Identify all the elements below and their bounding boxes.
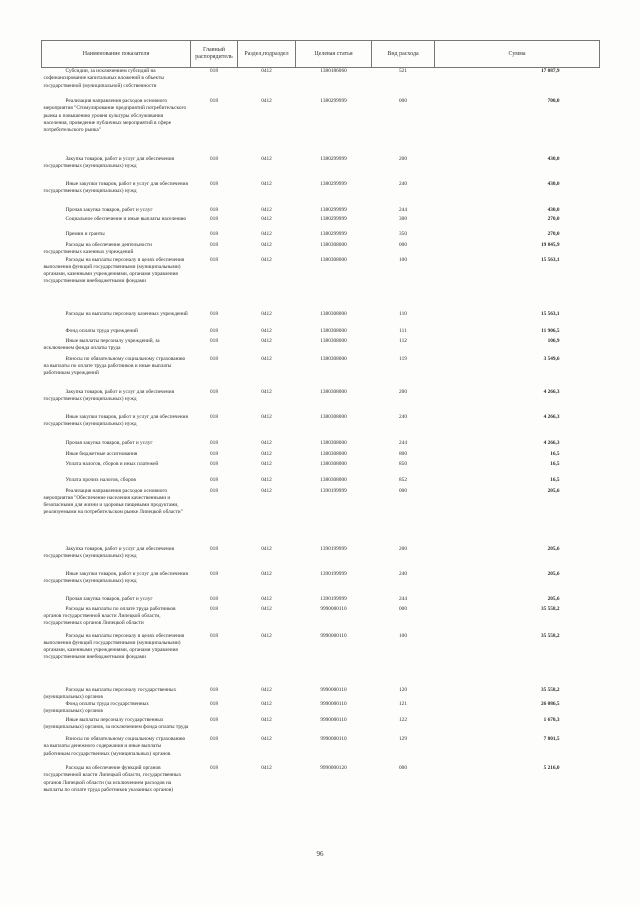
header-name: Наименование показателя — [42, 41, 191, 68]
cell-expense: 110 — [399, 310, 407, 317]
cell-name: Премии и гранты — [65, 231, 105, 237]
cell-section: 0412 — [261, 156, 272, 162]
cell-target: 1380308000 — [320, 413, 347, 420]
cell-grbs: 018 — [210, 595, 218, 602]
cell-target: 1380299999 — [320, 156, 347, 162]
cell-sum: 205,6 — [547, 570, 560, 577]
cell-section: 0412 — [261, 310, 272, 317]
cell-grbs: 018 — [210, 68, 218, 74]
cell-section: 0412 — [261, 216, 272, 222]
cell-section: 0412 — [261, 570, 272, 577]
cell-grbs: 018 — [210, 450, 218, 457]
cell-section: 0412 — [261, 68, 272, 74]
cell-name: Реализация направления расходов основного мероприятия "Стимулирование предприятий потребительского рынка к повышению уровня культуры обслуживания населения, проведение публичных мероприятий в сфере потребительского рынка" — [43, 98, 187, 134]
cell-grbs: 018 — [210, 717, 218, 724]
cell-grbs: 018 — [210, 355, 218, 362]
cell-grbs: 018 — [210, 736, 218, 743]
cell-name: Закупка товаров, работ и услуг для обеспечения государственных (муниципальных) нужд — [43, 388, 175, 402]
cell-name: Иные закупки товаров, работ и услуг для обеспечения государственных (муниципальных) нужд — [43, 181, 188, 195]
cell-sum: 7 801,5 — [543, 736, 560, 743]
cell-section: 0412 — [261, 632, 272, 639]
cell-name: Фонд оплаты труда государственных (муниципальных) органов — [43, 701, 149, 715]
cell-section: 0412 — [261, 327, 272, 334]
cell-sum: 205,6 — [547, 595, 560, 602]
page-number: 96 — [316, 850, 324, 858]
cell-section: 0412 — [261, 765, 272, 772]
cell-expense: 244 — [399, 595, 407, 602]
table-row — [42, 338, 600, 356]
cell-section: 0412 — [261, 181, 272, 187]
cell-section: 0412 — [261, 605, 272, 612]
cell-grbs: 018 — [210, 476, 218, 483]
cell-section: 0412 — [261, 98, 272, 104]
cell-sum: 19 845,9 — [540, 242, 560, 248]
cell-section: 0412 — [261, 717, 272, 724]
table-row — [42, 451, 600, 461]
cell-target: 1380308000 — [320, 355, 347, 362]
cell-grbs: 018 — [210, 686, 218, 693]
cell-sum: 205,6 — [547, 545, 560, 552]
cell-grbs: 018 — [210, 460, 218, 467]
table-row — [42, 606, 600, 633]
cell-grbs: 018 — [210, 181, 218, 187]
cell-target: 9990000110 — [320, 717, 347, 724]
cell-section: 0412 — [261, 355, 272, 362]
table-row — [42, 546, 600, 571]
cell-grbs: 018 — [210, 216, 218, 222]
cell-name: Иные выплаты персоналу учреждений, за исключением фонда оплаты труда — [43, 337, 160, 351]
cell-name: Расходы на выплаты персоналу казенных учреждений — [65, 310, 188, 317]
table-row — [42, 765, 600, 817]
cell-target: 1380299999 — [320, 231, 347, 237]
table-body — [42, 68, 600, 818]
cell-grbs: 018 — [210, 765, 218, 772]
cell-expense: 129 — [399, 736, 407, 743]
cell-section: 0412 — [261, 256, 272, 263]
cell-section: 0412 — [261, 337, 272, 344]
cell-target: 9990000110 — [320, 736, 347, 743]
cell-expense: 200 — [399, 156, 407, 162]
header-target: Целевая статья — [296, 41, 372, 68]
cell-name: Фонд оплаты труда учреждений — [65, 327, 138, 334]
cell-sum: 16,5 — [550, 460, 560, 467]
cell-name: Расходы на обеспечение деятельности государственных казенных учреждений — [43, 242, 152, 256]
cell-target: 1380308000 — [320, 476, 347, 483]
header-expense: Вид расхода — [372, 41, 435, 68]
cell-expense: 244 — [399, 439, 407, 446]
table-row — [42, 181, 600, 207]
cell-sum: 15 563,1 — [540, 256, 560, 263]
cell-target: 9990000110 — [320, 686, 347, 693]
table-row — [42, 477, 600, 488]
cell-name: Субсидии, за исключением субсидий на софинансирование капитальных вложений в объекты государственной (муниципальной) собственности — [43, 68, 164, 89]
cell-grbs: 018 — [210, 632, 218, 639]
cell-target: 9990000110 — [320, 632, 347, 639]
cell-section: 0412 — [261, 450, 272, 457]
cell-expense: 350 — [399, 231, 407, 237]
cell-target: 1380308000 — [320, 450, 347, 457]
cell-sum: 35 558,2 — [540, 632, 560, 639]
cell-section: 0412 — [261, 231, 272, 237]
table-row — [42, 156, 600, 181]
cell-name: Расходы на выплаты персоналу в целях обеспечения выполнения функций государственными (муниципальными) органами, казенными учреждениями, органами управления государственными внебюджетными фондами — [43, 632, 185, 661]
cell-expense: 850 — [399, 460, 407, 467]
cell-target: 1380299999 — [320, 181, 347, 187]
cell-expense: 240 — [399, 181, 407, 187]
cell-target: 1390199999 — [320, 545, 347, 552]
cell-sum: 16,5 — [550, 450, 560, 457]
cell-target: 1380299999 — [320, 207, 347, 213]
cell-grbs: 018 — [210, 242, 218, 248]
cell-sum: 270,0 — [547, 231, 560, 237]
cell-grbs: 018 — [210, 156, 218, 162]
cell-grbs: 018 — [210, 388, 218, 395]
cell-expense: 111 — [399, 327, 407, 334]
table-row — [42, 216, 600, 231]
table-row — [42, 328, 600, 338]
cell-grbs: 018 — [210, 207, 218, 213]
cell-name: Расходы на обеспечение функций органов государственной власти Липецкой области, государственных органов Липецкой области (за исключением расходов на выплаты по оплате труда работников указанных органов) — [43, 765, 182, 794]
cell-section: 0412 — [261, 686, 272, 693]
cell-name: Уплата налогов, сборов и иных платежей — [65, 460, 159, 467]
cell-target: 1380308000 — [320, 327, 347, 334]
cell-grbs: 018 — [210, 487, 218, 494]
cell-expense: 100 — [399, 632, 407, 639]
cell-section: 0412 — [261, 701, 272, 708]
cell-grbs: 018 — [210, 310, 218, 317]
table-row — [42, 231, 600, 242]
cell-name: Реализация направления расходов основного мероприятия "Обеспечение населения качественными и безопасными для жизни и здоровья пищевыми продуктами, реализуемыми на потребительском рынке Липецкой области" — [43, 487, 183, 516]
cell-sum: 4 266,3 — [543, 388, 560, 395]
cell-expense: 244 — [399, 207, 407, 213]
cell-expense: 800 — [399, 450, 407, 457]
cell-target: 1380308000 — [320, 242, 347, 248]
cell-sum: 35 558,2 — [540, 605, 560, 612]
cell-sum: 17 087,9 — [540, 68, 560, 74]
table-row — [42, 311, 600, 328]
cell-grbs: 018 — [210, 98, 218, 104]
cell-target: 1380308000 — [320, 337, 347, 344]
cell-sum: 430,0 — [547, 156, 560, 162]
cell-section: 0412 — [261, 388, 272, 395]
cell-name: Закупка товаров, работ и услуг для обеспечения государственных (муниципальных) нужд — [43, 156, 175, 170]
cell-name: Прочая закупка товаров, работ и услуг — [65, 595, 153, 602]
table-row — [42, 356, 600, 389]
cell-grbs: 018 — [210, 231, 218, 237]
cell-name: Расходы на выплаты персоналу в целях обеспечения выполнения функций государственными (муниципальными) органами, казенными учреждениями, органами управления государственными внебюджетными фондами — [43, 256, 185, 285]
cell-target: 1380299999 — [320, 216, 347, 222]
cell-name: Расходы на выплаты персоналу государственных (муниципальных) органов — [43, 686, 177, 700]
table-row — [42, 633, 600, 687]
cell-target: 9990000110 — [320, 701, 347, 708]
cell-expense: 121 — [399, 701, 407, 708]
cell-grbs: 018 — [210, 439, 218, 446]
cell-section: 0412 — [261, 595, 272, 602]
cell-grbs: 018 — [210, 570, 218, 577]
cell-expense: 000 — [399, 242, 407, 248]
header-grbs: Главный распорядитель — [191, 41, 238, 68]
cell-grbs: 018 — [210, 701, 218, 708]
cell-section: 0412 — [261, 413, 272, 420]
cell-expense: 200 — [399, 388, 407, 395]
cell-section: 0412 — [261, 476, 272, 483]
cell-sum: 1 670,3 — [543, 717, 560, 724]
cell-expense: 000 — [399, 765, 407, 772]
table-row — [42, 414, 600, 440]
table-row — [42, 687, 600, 702]
cell-expense: 112 — [399, 337, 407, 344]
table-row — [42, 488, 600, 546]
budget-table — [41, 40, 600, 817]
table-row — [42, 98, 600, 156]
cell-sum: 26 086,5 — [540, 701, 560, 708]
cell-section: 0412 — [261, 736, 272, 743]
cell-grbs: 018 — [210, 605, 218, 612]
cell-name: Иные бюджетные ассигнования — [65, 450, 138, 457]
cell-name: Иные закупки товаров, работ и услуг для обеспечения государственных (муниципальных) нужд — [43, 570, 188, 584]
cell-expense: 240 — [399, 570, 407, 577]
cell-target: 1380186060 — [320, 68, 347, 74]
cell-target: 1380308000 — [320, 439, 347, 446]
cell-expense: 521 — [399, 68, 407, 74]
cell-target: 1380308000 — [320, 388, 347, 395]
cell-expense: 122 — [399, 717, 407, 724]
cell-target: 1380299999 — [320, 98, 347, 104]
cell-target: 1390199999 — [320, 595, 347, 602]
cell-section: 0412 — [261, 487, 272, 494]
cell-sum: 430,0 — [547, 207, 560, 213]
cell-expense: 000 — [399, 487, 407, 494]
cell-sum: 106,9 — [547, 337, 560, 344]
cell-name: Уплата прочих налогов, сборов — [65, 476, 136, 483]
cell-sum: 11 906,5 — [541, 327, 560, 334]
cell-expense: 120 — [399, 686, 407, 693]
table-row — [42, 440, 600, 451]
cell-sum: 35 558,2 — [540, 686, 560, 693]
cell-expense: 000 — [399, 98, 407, 104]
cell-name: Иные закупки товаров, работ и услуг для обеспечения государственных (муниципальных) нужд — [43, 413, 188, 427]
cell-target: 1380308000 — [320, 256, 347, 263]
table-row — [42, 461, 600, 477]
cell-grbs: 018 — [210, 337, 218, 344]
cell-name: Социальное обеспечение и иные выплаты населению — [65, 216, 187, 222]
cell-sum: 205,6 — [547, 487, 560, 494]
cell-grbs: 018 — [210, 545, 218, 552]
cell-sum: 700,0 — [547, 98, 560, 104]
cell-expense: 300 — [399, 216, 407, 222]
cell-target: 1380308000 — [320, 460, 347, 467]
table-row — [42, 571, 600, 596]
cell-grbs: 018 — [210, 327, 218, 334]
cell-sum: 15 563,1 — [540, 310, 560, 317]
cell-grbs: 018 — [210, 413, 218, 420]
cell-expense: 000 — [399, 605, 407, 612]
cell-target: 1380308000 — [320, 310, 347, 317]
cell-target: 1390199999 — [320, 570, 347, 577]
cell-name: Иные выплаты персоналу государственных (муниципальных) органов, за исключением фонда оплаты труда — [43, 717, 189, 731]
cell-expense: 100 — [399, 256, 407, 263]
cell-name: Взносы по обязательному социальному страхованию на выплаты по оплате труда работников и иные выплаты работникам учреждений — [43, 355, 186, 377]
cell-target: 1390199999 — [320, 487, 347, 494]
cell-name: Взносы по обязательному социальному страхованию на выплаты денежного содержания и иные выплаты работникам государственных (муниципальных) органов — [43, 736, 186, 757]
cell-section: 0412 — [261, 545, 272, 552]
table-row — [42, 257, 600, 311]
cell-expense: 852 — [399, 476, 407, 483]
cell-sum: 430,0 — [547, 181, 560, 187]
cell-name: Прочая закупка товаров, работ и услуг — [65, 439, 153, 446]
cell-sum: 5 216,0 — [543, 765, 560, 772]
cell-section: 0412 — [261, 439, 272, 446]
cell-section: 0412 — [261, 460, 272, 467]
cell-expense: 200 — [399, 545, 407, 552]
cell-target: 9990000110 — [320, 605, 347, 612]
cell-name: Закупка товаров, работ и услуг для обеспечения государственных (муниципальных) нужд — [43, 545, 175, 559]
table-row — [42, 736, 600, 765]
table-header — [42, 41, 600, 68]
header-sum: Сумма — [435, 41, 600, 68]
cell-section: 0412 — [261, 207, 272, 213]
cell-sum: 3 549,6 — [543, 355, 560, 362]
table-row — [42, 389, 600, 414]
cell-section: 0412 — [261, 242, 272, 248]
cell-name: Прочая закупка товаров, работ и услуг — [65, 207, 153, 213]
table-row — [42, 596, 600, 606]
table-row — [42, 701, 600, 717]
header-section: Раздел,подраздел — [238, 41, 296, 68]
table-row — [42, 717, 600, 736]
cell-sum: 4 266,3 — [543, 413, 560, 420]
cell-name: Расходы на выплаты по оплате труда работников органов государственной власти Липецкой области, государственных органов Липецкой области — [43, 605, 176, 627]
table-row — [42, 68, 600, 99]
cell-target: 9990000120 — [320, 765, 347, 772]
cell-grbs: 018 — [210, 256, 218, 263]
cell-expense: 119 — [399, 355, 407, 362]
cell-expense: 240 — [399, 413, 407, 420]
table-row — [42, 242, 600, 257]
cell-sum: 16,5 — [550, 476, 560, 483]
cell-sum: 4 266,3 — [543, 439, 560, 446]
table-row — [42, 207, 600, 216]
cell-sum: 270,0 — [547, 216, 560, 222]
